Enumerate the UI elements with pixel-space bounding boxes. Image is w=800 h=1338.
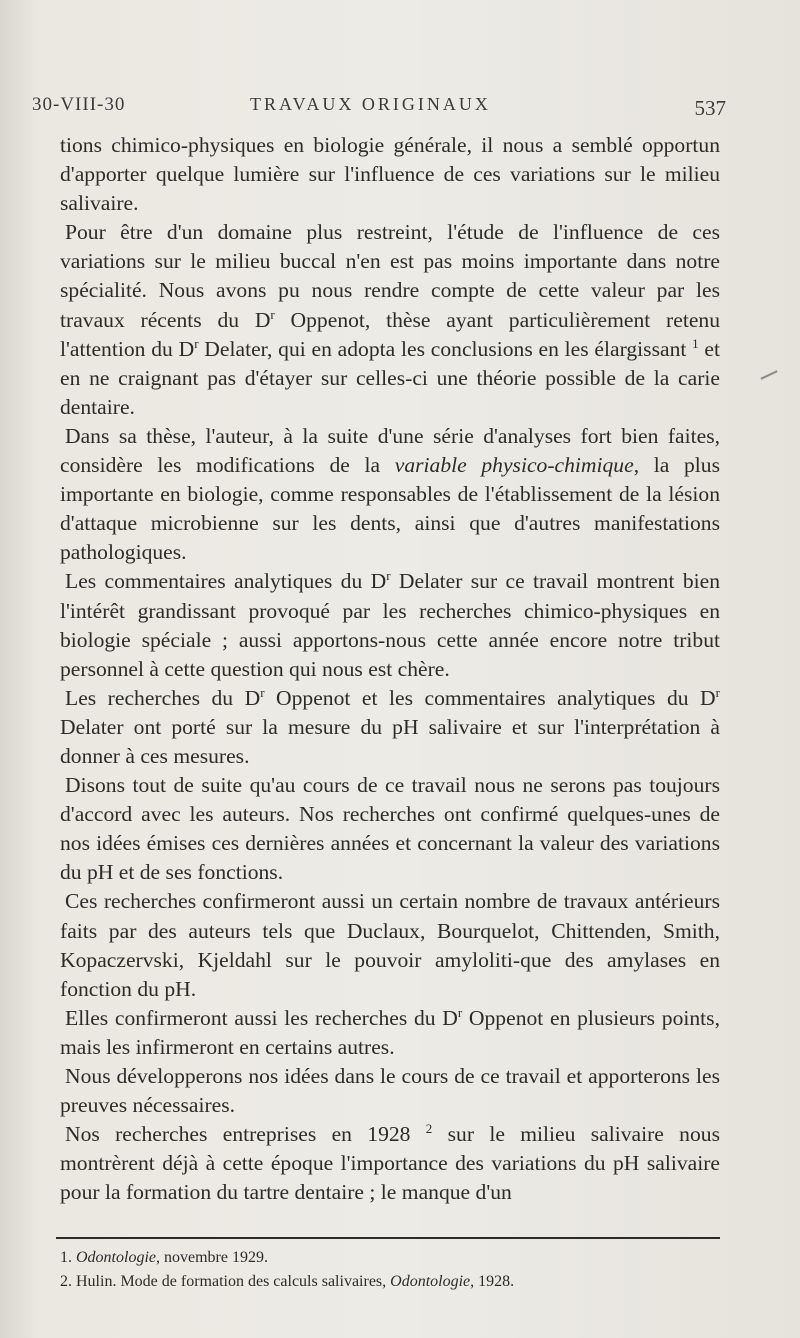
text-run: Pour être d'un domaine plus restreint, l'étude de l'influence de ces variations sur le milieu buccal n'en est pas moins importante dans notre spécialité. Nous avons pu nous rendre compte de cette valeur par les travaux récents du D xyxy=(60,220,720,332)
superscript: r xyxy=(194,335,199,351)
text-run: , novembre 1929. xyxy=(156,1249,268,1266)
paragraph-1 xyxy=(60,131,720,218)
footnote-ref: 1 xyxy=(692,335,699,351)
text-run: sur le milieu salivaire nous montrèrent déjà à cette époque l'importance des variations du pH salivaire pour la formation du tartre dentaire ; le manque d'un xyxy=(60,1122,720,1205)
paragraph-4 xyxy=(60,567,720,683)
superscript: r xyxy=(386,568,391,584)
paragraph-5 xyxy=(60,684,720,771)
text-run: Disons tout de suite qu'au cours de ce travail nous ne serons pas toujours d'accord avec les auteurs. Nos recherches ont confirmé quelques-unes de nos idées émises ces dernières années et concernant la valeur des variations du pH et de ses fonctions. xyxy=(60,773,720,885)
journal-title: Odontologie xyxy=(76,1249,156,1266)
text-run: tions chimico-physiques en biologie générale, il nous a semblé opportun d'apporter quelque lumière sur l'influence de ces variations sur le milieu salivaire. xyxy=(60,133,720,216)
text-run: Oppenot, thèse ayant particulièrement retenu l'attention du D xyxy=(60,307,720,361)
text-run: , 1928. xyxy=(470,1273,515,1290)
paragraph-2 xyxy=(60,218,720,422)
journal-title: Odontologie xyxy=(390,1273,471,1290)
footnotes xyxy=(60,1246,720,1294)
superscript: r xyxy=(270,306,275,322)
paragraph-3 xyxy=(60,422,720,567)
header-title: TRAVAUX ORIGINAUX xyxy=(250,94,491,114)
footnote-1 xyxy=(60,1246,720,1270)
paragraph-9 xyxy=(60,1062,720,1120)
text-run: et en ne craignant pas d'étayer sur celles-ci une théorie possible de la carie dentaire. xyxy=(60,336,720,419)
margin-mark xyxy=(760,370,777,379)
text-run: Nous développerons nos idées dans le cours de ce travail et apporterons les preuves nécessaires. xyxy=(60,1064,720,1118)
text-run: Delater, qui en adopta les conclusions en les élargissant xyxy=(198,336,693,361)
text-run: Oppenot en plusieurs points, mais les infirmeront en certains autres. xyxy=(60,1005,720,1059)
text-run: Oppenot et les commentaires analytiques du D xyxy=(264,685,716,710)
footnote-number: 1. xyxy=(60,1249,72,1266)
text-run: Ces recherches confirmeront aussi un certain nombre de travaux antérieurs faits par des auteurs tels que Duclaux, Bourquelot, Chittenden, Smith, Kopaczervski, Kjeldahl sur le pouvoir amyloliti-que des amylases en fonction du pH. xyxy=(60,889,720,1001)
italic-term: variable physico-chimique xyxy=(394,453,634,478)
footnote-number: 2. xyxy=(60,1273,72,1290)
text-run: Dans sa thèse, l'auteur, à la suite d'une série d'analyses fort bien faites, considère les modifications de la xyxy=(60,423,720,478)
text-run: Les recherches du D xyxy=(65,685,261,710)
body-text xyxy=(60,131,720,1207)
text-run: Delater sur ce travail montrent bien l'intérêt grandissant provoqué par les recherches chimico-physiques en biologie spéciale ; aussi apportons-nous cette année encore notre tribut personnel à cette question qui nous est chère. xyxy=(60,569,720,681)
text-run: Nos recherches entreprises en 1928 xyxy=(65,1122,426,1147)
text-run: Les commentaires analytiques du D xyxy=(65,569,387,594)
footnote-rule xyxy=(56,1237,720,1239)
header-date: 30-VIII-30 xyxy=(32,94,126,115)
paragraph-8 xyxy=(60,1004,720,1062)
text-run: Elles confirmeront aussi les recherches du D xyxy=(65,1005,458,1030)
paragraph-10 xyxy=(60,1120,720,1207)
paragraph-6 xyxy=(60,771,720,887)
footnote-2 xyxy=(60,1270,720,1294)
superscript: r xyxy=(457,1004,463,1020)
text-run: Hulin. Mode de formation des calculs salivaires, xyxy=(76,1273,391,1290)
running-header xyxy=(32,88,742,128)
page-number: 537 xyxy=(694,96,726,120)
text-run: Delater ont porté sur la mesure du pH salivaire et sur l'interprétation à donner à ces mesures. xyxy=(60,714,720,768)
paragraph-7 xyxy=(60,887,720,1003)
superscript: r xyxy=(260,684,265,700)
text-run: , la plus importante en biologie, comme responsables de l'établissement de la lésion d'attaque microbienne sur les dents, ainsi que d'autres manifestations pathologiques. xyxy=(60,453,720,565)
footnote-ref: 2 xyxy=(425,1121,433,1136)
superscript: r xyxy=(715,684,720,700)
